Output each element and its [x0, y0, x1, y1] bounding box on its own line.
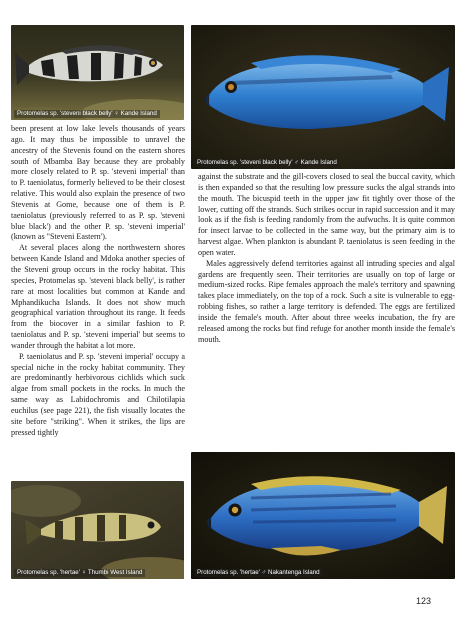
paragraph: against the substrate and the gill-covers closed to seal the buccal cavity, which is then expanded so that the resulting low pressure sucks the algal strands into the mouth. The bicuspid teeth in the upper jaw fit tightly over those of the lower, cutting off the strands. Such strikes occur in rapid succession and it may look as if the fish is feeding randomly from the aufwuchs. It is quite common for insect larvae to be collected in the same way, but the primary aim is to harvest algae. When plankton is abundant P. taeniolatus is seen feeding in the open water. [198, 172, 455, 257]
paragraph: Males aggressively defend territories against all intruding species and algal gardens are frequently seen. Their territories are usually on top of large or medium-sized rocks. Ripe females approach the male's territory and spawning takes place immediately, on the top of a rock. Such a site is vulnerable to egg-robbing fishes, so rather a large territory is defended. The eggs are fertilized inside the female's mouth. After about three weeks incubation, the fry are released among the rocks but find refuge for another month inside the female's mouth. [198, 258, 455, 344]
photo-female-steveni-black-belly [11, 25, 184, 120]
photo-caption: Protomelas sp. 'hertae' ♀ Thumbi West Island [14, 569, 145, 577]
fish-illustration [191, 452, 455, 579]
paragraph: At several places along the northwestern shores between Kande Island and Mdoka another species of the Steveni group occurs in the rocky habitat. This species, Protomelas sp. 'steveni black belly', is rather rare at most localities but common at Kande and Mphandikucha Islands. It does not show much geographical variation throughout its range. It feeds from the biocover in a similar fashion to P. taeniolatus and P. sp. 'steveni imperial' but seems to wander through the habitat a lot more. [11, 243, 185, 350]
photo-male-hertae [191, 452, 455, 579]
page-number: 123 [415, 596, 431, 606]
fish-illustration [191, 25, 455, 169]
photo-caption: Protomelas sp. 'steveni black belly' ♀ Kande Island [14, 110, 160, 118]
fish-illustration [11, 25, 184, 120]
right-text-column [198, 172, 455, 346]
paragraph: P. taeniolatus and P. sp. 'steveni imperial' occupy a special niche in the rocky habitat community. They are predominantly herbivorous cichlids which suck algae from small pockets in the rocks. In much the same way as Labidochromis and Chilotilapia euchilus (see page 221), the fish visually locates the site before "striking". When it strikes, the lips are pressed tightly [11, 351, 185, 437]
photo-male-steveni-black-belly [191, 25, 455, 169]
photo-female-hertae [11, 481, 184, 579]
photo-caption: Protomelas sp. 'hertae' ♂ Nakantenga Island [194, 569, 323, 577]
left-text-column [11, 124, 185, 438]
photo-caption: Protomelas sp. 'steveni black belly' ♂ Kande Island [194, 159, 340, 167]
fish-illustration [11, 481, 184, 579]
paragraph: been present at low lake levels thousands of years ago. It may thus be impossible to unravel the ancestry of the Stevenis found on the eastern shores south of Mbamba Bay because they are probably more closely related to P. sp. 'steveni imperial' than to P. taeniolatus, formerly believed to be their closest relative. This would also explain the presence of two Stevenis at Gome, because one of them is P. taeniolatus (previously referred to as P. sp. 'steveni blue black') and the other P. sp. 'steveni imperial' (known as "Steveni Eastern'). [11, 124, 185, 242]
